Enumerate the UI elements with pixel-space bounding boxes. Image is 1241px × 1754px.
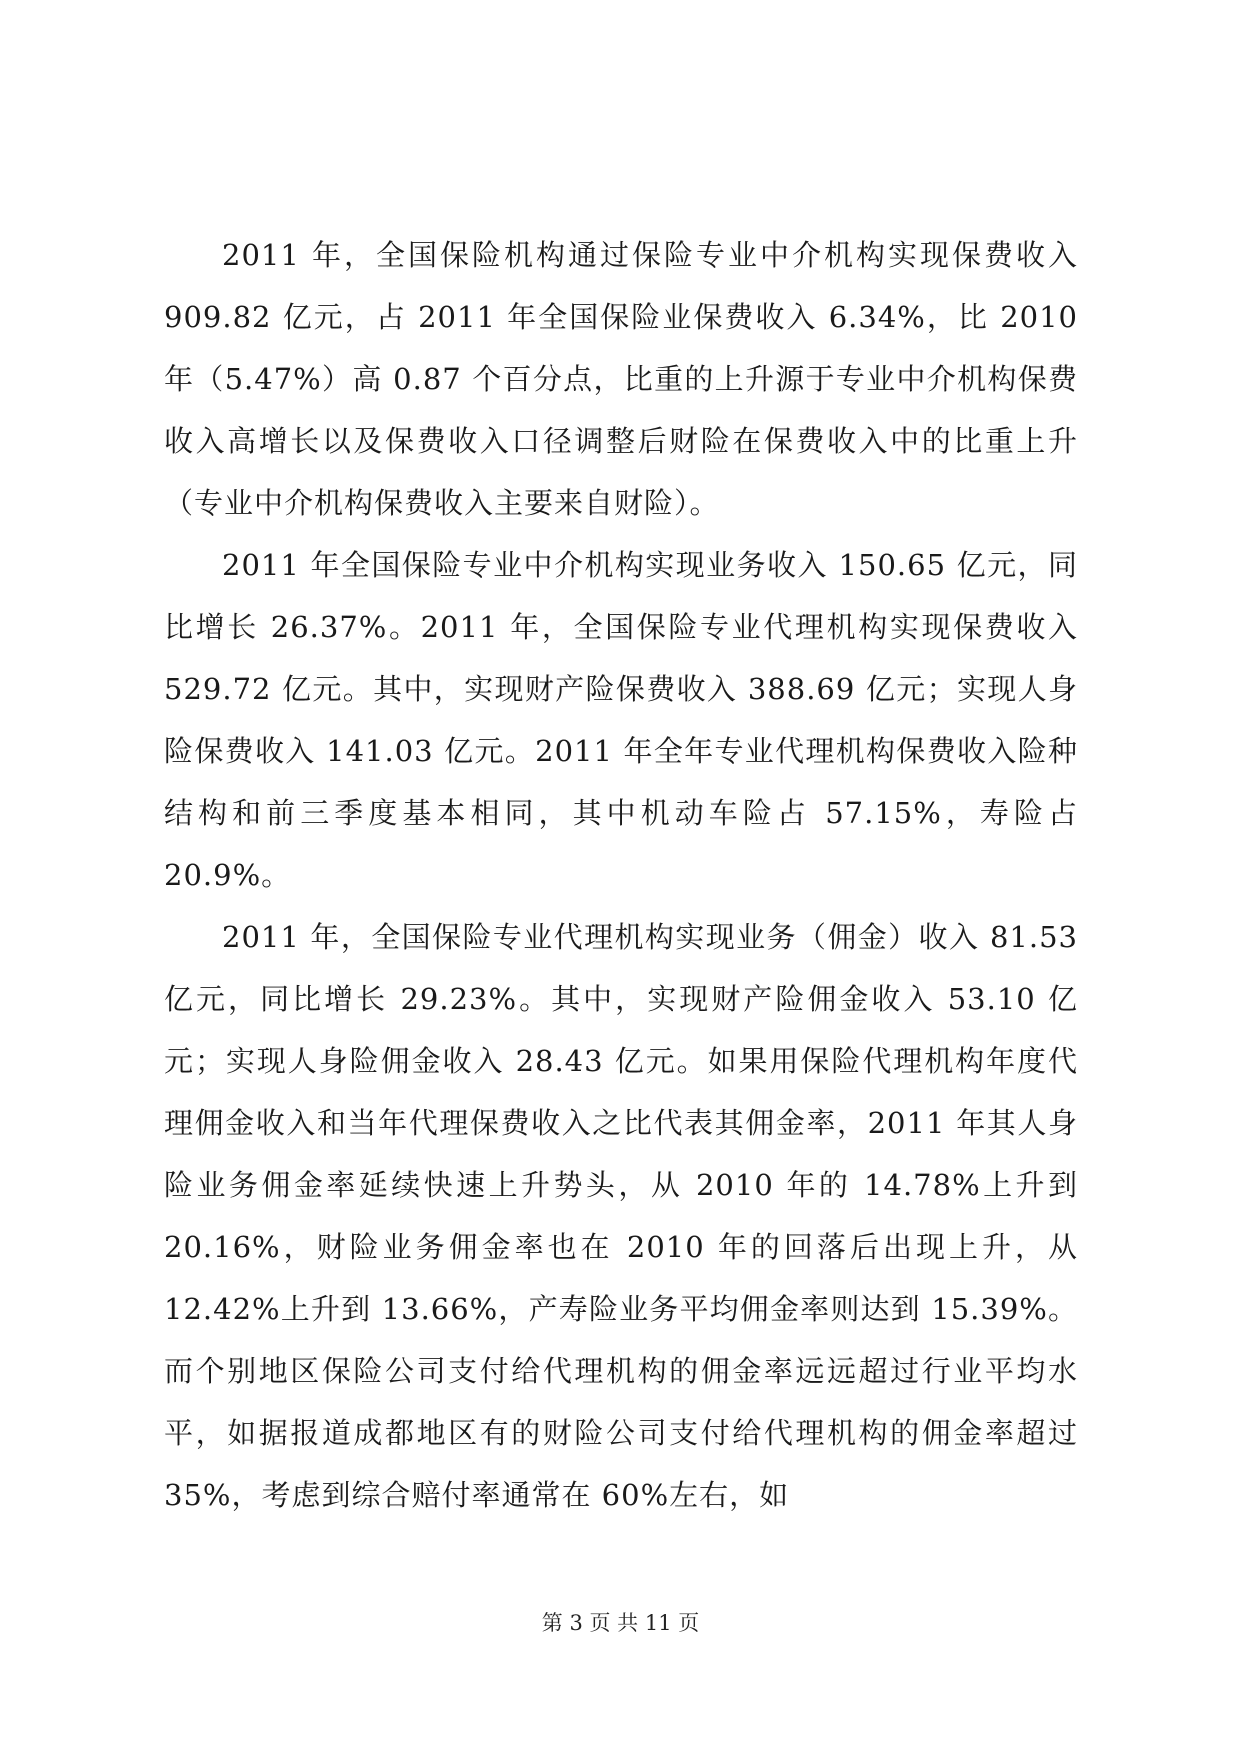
paragraph-commission-income: 2011 年，全国保险专业代理机构实现业务（佣金）收入 81.53 亿元，同比增长 29.23%。其中，实现财产险佣金收入 53.10 亿元；实现人身险佣金收入 28.43 亿元。如果用保险代理机构年度代理佣金收入和当年代理保费收入之比代表其佣金率，2011 年其人身险业务佣金率延续快速上升势头，从 2010 年的 14.78%上升到 20.16%，财险业务佣金率也在 2010 年的回落后出现上升，从 12.42%上升到 13.66%，产寿险业务平均佣金率则达到 15.39%。而个别地区保险公司支付给代理机构的佣金率远远超过行业平均水平，如据报道成都地区有的财险公司支付给代理机构的佣金率超过 35%，考虑到综合赔付率通常在 60%左右，如 — [164, 920, 1078, 1512]
paragraph-business-income: 2011 年全国保险专业中介机构实现业务收入 150.65 亿元，同比增长 26.37%。2011 年，全国保险专业代理机构实现保费收入 529.72 亿元。其中，实现财产险保费收入 388.69 亿元；实现人身险保费收入 141.03 亿元。2011 年全年专业代理机构保费收入险种结构和前三季度基本相同，其中机动车险占 57.15%，寿险占 20.9%。 — [164, 548, 1078, 892]
document-body — [164, 224, 1078, 1526]
paragraph-premium-income: 2011 年，全国保险机构通过保险专业中介机构实现保费收入 909.82 亿元，占 2011 年全国保险业保费收入 6.34%，比 2010 年（5.47%）高 0.87 个百分点，比重的上升源于专业中介机构保费收入高增长以及保费收入口径调整后财险在保费收入中的比重上升（专业中介机构保费收入主要来自财险）。 — [164, 238, 1078, 520]
page-number-footer: 第 3 页 共 11 页 — [541, 1611, 700, 1635]
